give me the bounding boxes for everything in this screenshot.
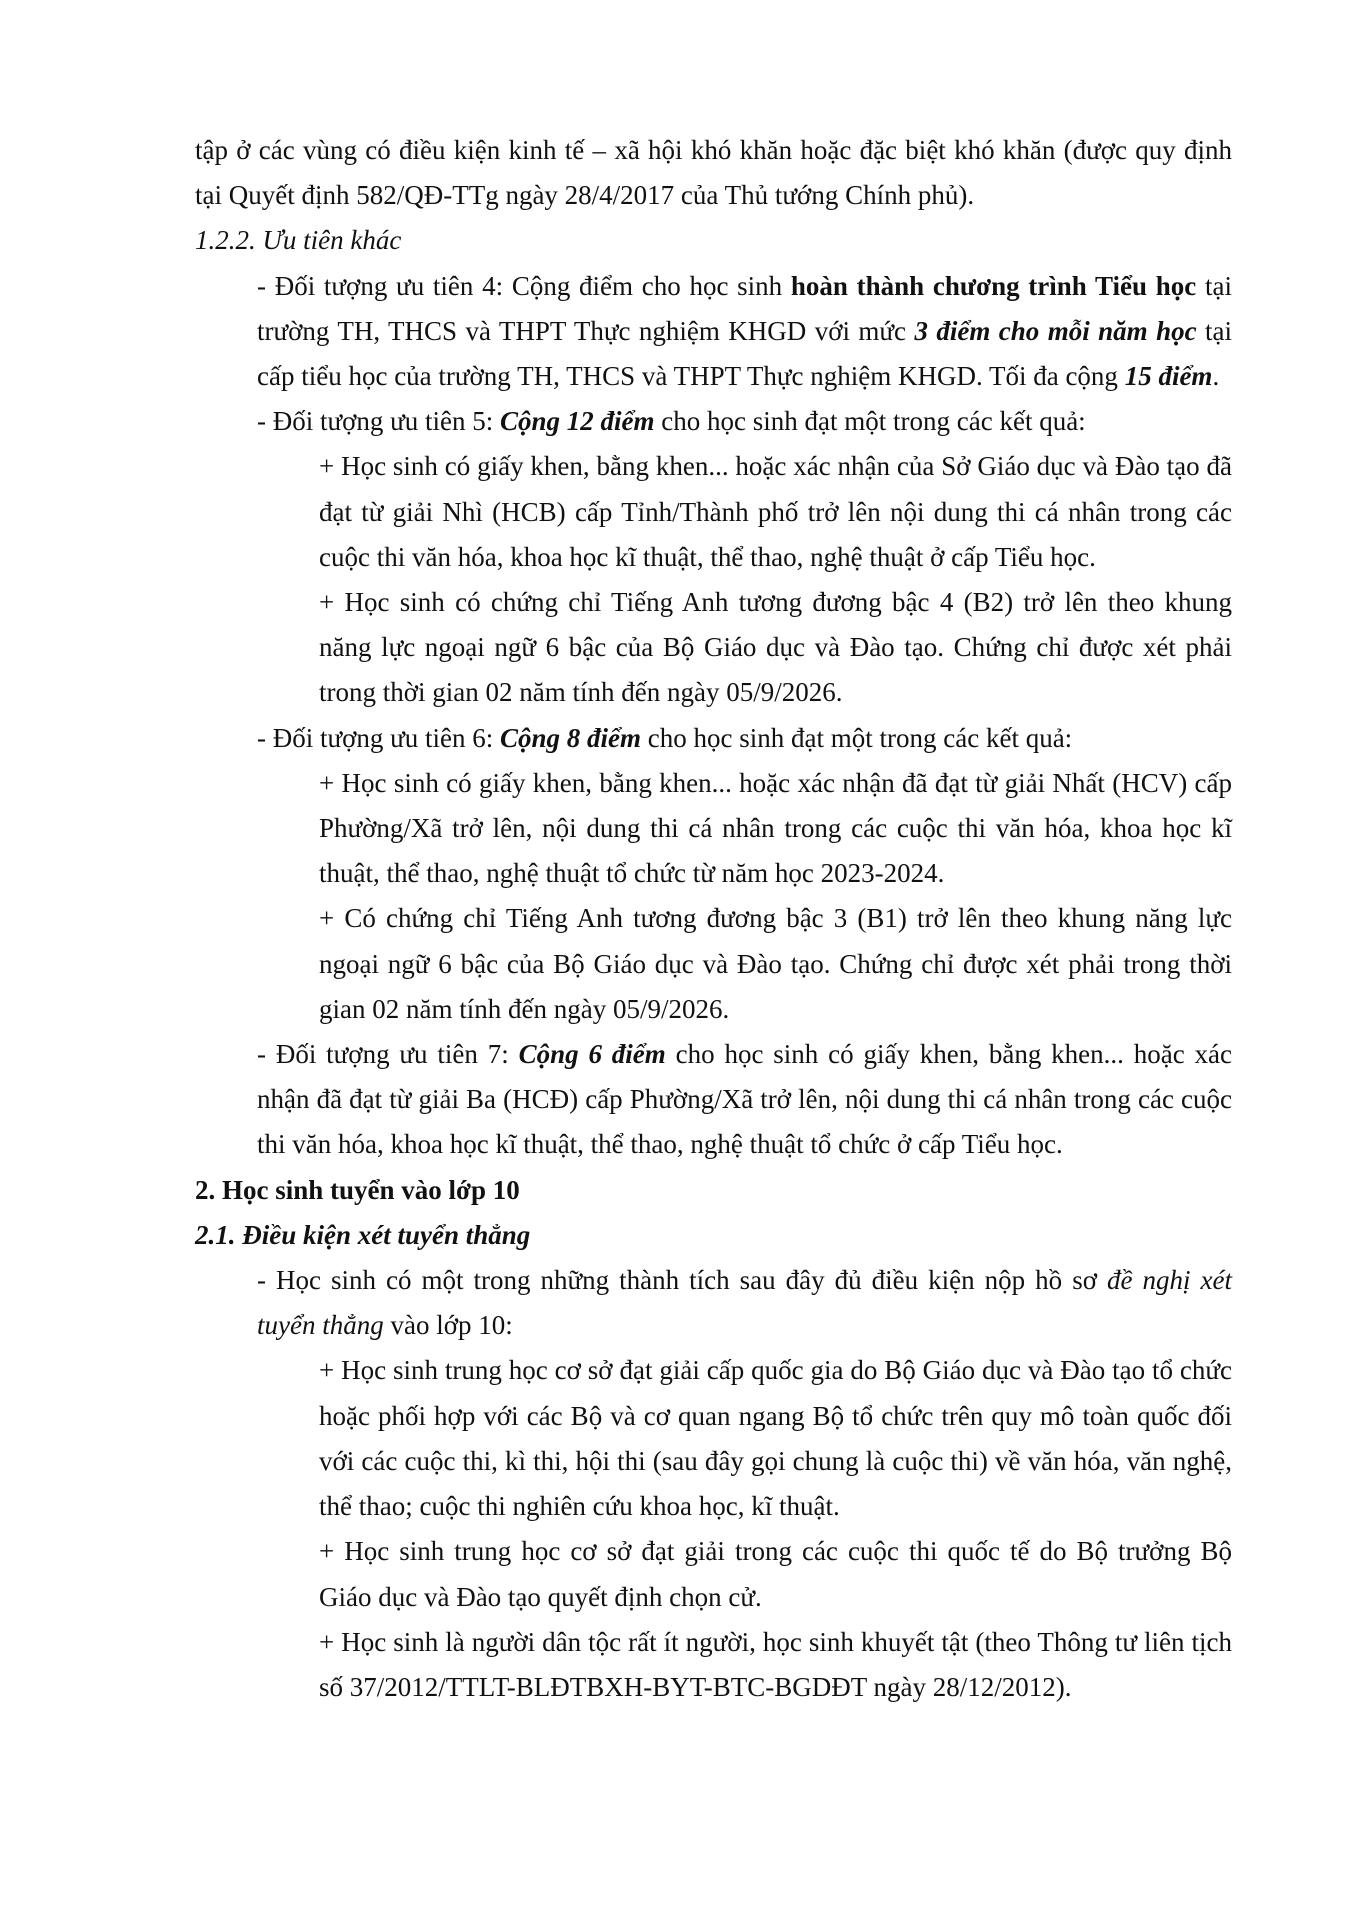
text-run: vào lớp 10: bbox=[383, 1310, 513, 1341]
bullet-item: + Học sinh là người dân tộc rất ít người, học sinh khuyết tật (theo Thông tư liên tịch số 37/2012/TTLT-BLĐTBXH-BYT-BTC-BGDĐT ngày 28/12/2012). bbox=[319, 1626, 1232, 1702]
bullet-item: + Học sinh có giấy khen, bằng khen... hoặc xác nhận đã đạt từ giải Nhất (HCV) cấp Phường/Xã trở lên, nội dung thi cá nhân trong các cuộc thi văn hóa, khoa học kĩ thuật, thể thao, nghệ thuật tổ chức từ năm học 2023-2024. bbox=[319, 767, 1232, 889]
text-run: - Đối tượng ưu tiên 5: bbox=[257, 406, 501, 437]
bullet-item: + Học sinh có giấy khen, bằng khen... hoặc xác nhận của Sở Giáo dục và Đào tạo đã đạt từ giải Nhì (HCB) cấp Tỉnh/Thành phố trở lên nội dung thi cá nhân trong các cuộc thi văn hóa, khoa học kĩ thuật, thể thao, nghệ thuật ở cấp Tiểu học. bbox=[319, 451, 1232, 572]
bold-italic-run: Cộng 12 điểm bbox=[500, 406, 655, 437]
section-heading-1-2-2: 1.2.2. Ưu tiên khác bbox=[195, 225, 402, 256]
paragraph-priority-6 bbox=[195, 716, 1232, 761]
paragraph-priority-7 bbox=[195, 1032, 1232, 1168]
text-run: tại cấp tiểu học của trường TH, THCS và THPT Thực nghiệm KHGD. Tối đa cộng bbox=[257, 315, 1232, 392]
italic-run: đề nghị xét tuyển thẳng bbox=[257, 1265, 1232, 1341]
text-run: tại trường TH, THCS và THPT Thực nghiệm KHGD với mức bbox=[257, 270, 1232, 346]
paragraph-continuation: tập ở các vùng có điều kiện kinh tế – xã hội khó khăn hoặc đặc biệt khó khăn (được quy định tại Quyết định 582/QĐ-TTg ngày 28/4/2017 của Thủ tướng Chính phủ). bbox=[195, 135, 1232, 211]
bullet-item: + Học sinh trung học cơ sở đạt giải cấp quốc gia do Bộ Giáo dục và Đào tạo tổ chức hoặc phối hợp với các Bộ và cơ quan ngang Bộ tổ chức trên quy mô toàn quốc đối với các cuộc thi, kì thi, hội thi (sau đây gọi chung là cuộc thi) về văn hóa, văn nghệ, thể thao; cuộc thi nghiên cứu khoa học, kĩ thuật. bbox=[319, 1355, 1232, 1522]
text-run: cho học sinh có giấy khen, bằng khen... hoặc xác nhận đã đạt từ giải Ba (HCĐ) cấp Phường/Xã trở lên, nội dung thi cá nhân trong các cuộc thi văn hóa, khoa học kĩ thuật, thể thao, nghệ thuật tổ chức ở cấp Tiểu học. bbox=[257, 1039, 1233, 1160]
text-run: - Đối tượng ưu tiên 4: Cộng điểm cho học sinh bbox=[257, 270, 791, 301]
text-run: - Đối tượng ưu tiên 7: bbox=[257, 1039, 519, 1070]
bold-run: hoàn thành chương trình Tiểu học bbox=[790, 270, 1197, 301]
text-run: . bbox=[1212, 361, 1220, 392]
bullet-item: + Có chứng chỉ Tiếng Anh tương đương bậc 3 (B1) trở lên theo khung năng lực ngoại ngữ 6 bậc của Bộ Giáo dục và Đào tạo. Chứng chỉ được xét phải trong thời gian 02 năm tính đến ngày 05/9/2026. bbox=[319, 903, 1232, 1024]
bold-italic-run: Cộng 6 điểm bbox=[518, 1039, 666, 1070]
section-heading-2-1: 2.1. Điều kiện xét tuyển thẳng bbox=[195, 1219, 531, 1250]
document-page bbox=[195, 128, 1232, 1710]
bullet-item: + Học sinh có chứng chỉ Tiếng Anh tương đương bậc 4 (B2) trở lên theo khung năng lực ngoại ngữ 6 bậc của Bộ Giáo dục và Đào tạo. Chứng chỉ được xét phải trong thời gian 02 năm tính đến ngày 05/9/2026. bbox=[319, 587, 1232, 708]
bullet-item: + Học sinh trung học cơ sở đạt giải trong các cuộc thi quốc tế do Bộ trưởng Bộ Giáo dục và Đào tạo quyết định chọn cử. bbox=[319, 1536, 1232, 1612]
text-run: cho học sinh đạt một trong các kết quả: bbox=[641, 722, 1073, 753]
section-heading-2: 2. Học sinh tuyển vào lớp 10 bbox=[195, 1174, 520, 1205]
bold-italic-run: 3 điểm cho mỗi năm học bbox=[914, 315, 1197, 346]
text-run: - Đối tượng ưu tiên 6: bbox=[257, 722, 501, 753]
text-run: - Học sinh có một trong những thành tích sau đây đủ điều kiện nộp hồ sơ bbox=[257, 1265, 1107, 1296]
text-run: cho học sinh đạt một trong các kết quả: bbox=[654, 406, 1086, 437]
bold-italic-run: 15 điểm bbox=[1124, 361, 1213, 392]
paragraph-priority-5 bbox=[195, 399, 1232, 444]
paragraph-priority-4 bbox=[195, 264, 1232, 400]
bold-italic-run: Cộng 8 điểm bbox=[500, 722, 642, 753]
paragraph-direct-admission bbox=[195, 1258, 1232, 1348]
